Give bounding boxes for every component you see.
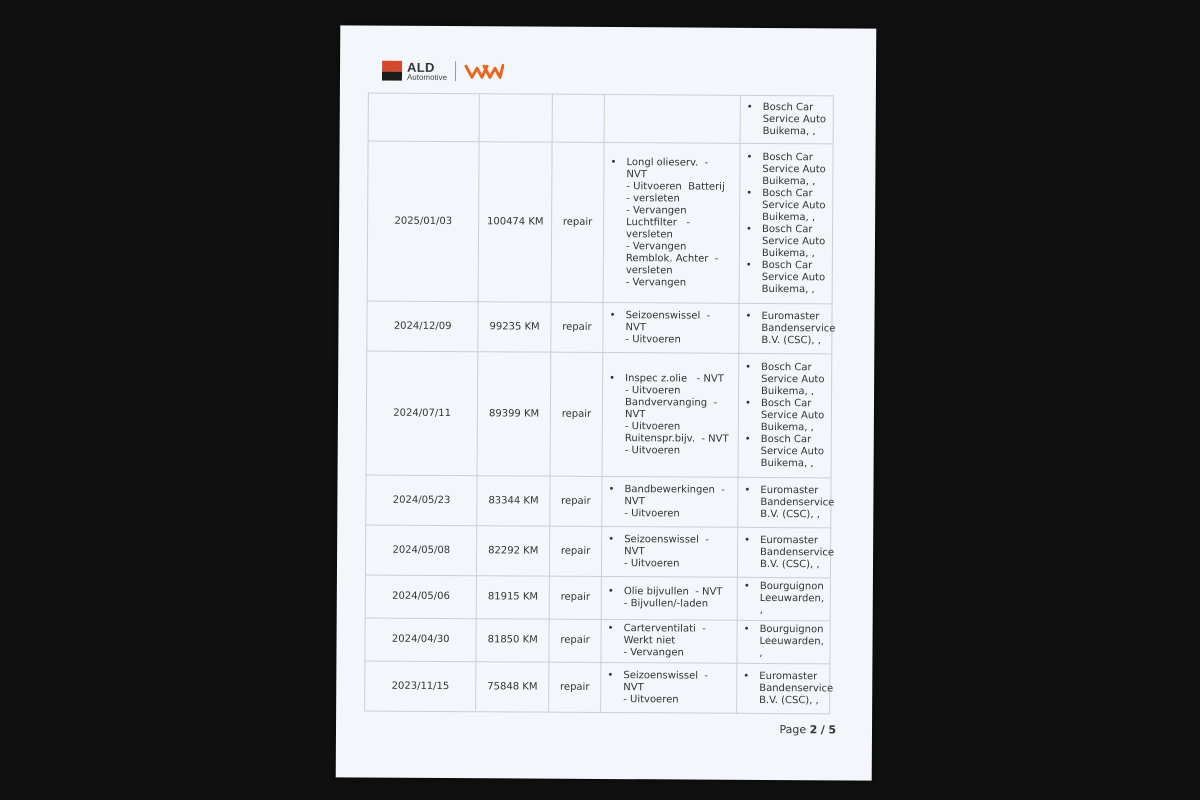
work-line: NVT: [624, 545, 645, 557]
odometer-reading: 81850 KM: [476, 619, 549, 662]
service-type: repair: [550, 476, 602, 526]
table-row: [365, 618, 830, 664]
page-separator: /: [820, 723, 825, 737]
table-row: [367, 141, 833, 304]
ald-logo-mark: [382, 61, 402, 81]
work-line: NVT: [623, 681, 644, 693]
work-line-text: Carterventilati -: [623, 623, 706, 635]
provider-entry: • Euromaster Bandenservice B.V. (CSC), ,: [742, 484, 826, 521]
service-provider: [737, 577, 830, 621]
work-line-text: Seizoenswissel -: [624, 533, 709, 546]
service-date: 2024/05/08: [365, 525, 477, 576]
table-row: [367, 301, 832, 354]
work-line-text: Seizoenswissel -: [625, 309, 711, 322]
work-line: [606, 534, 733, 547]
bullet-icon: •: [608, 483, 615, 495]
work-line: Bandvervanging -: [625, 396, 718, 409]
work-line: Luchtfilter -: [626, 216, 691, 229]
work-line: - Vervangen: [623, 647, 684, 659]
table-row: [366, 475, 831, 528]
work-line: - Uitvoeren: [625, 333, 681, 345]
work-line: - Uitvoeren: [624, 420, 681, 432]
work-line: - Vervangen: [625, 240, 687, 252]
provider-entry: • Bosch Car Service Auto Buikema, ,: [743, 397, 827, 434]
provider-entry: • Bourguignon Leeuwarden, ,: [742, 581, 826, 618]
provider-entry: • Euromaster Bandenservice B.V. (CSC), ,: [741, 670, 825, 707]
work-description: [603, 302, 739, 353]
service-type: repair: [550, 352, 603, 476]
bullet-icon: •: [607, 623, 614, 635]
work-line: [608, 310, 735, 323]
bullet-icon: •: [610, 156, 617, 168]
ald-brand: ALD: [407, 59, 435, 75]
service-type: [552, 94, 604, 142]
provider-entry: • Bosch Car Service Auto Buikema, ,: [745, 101, 829, 138]
ald-logo-text: [407, 60, 447, 81]
table-row: [365, 525, 830, 578]
page-label: Page: [779, 723, 807, 737]
service-provider: [737, 663, 834, 714]
service-date: 2024/05/06: [365, 575, 477, 619]
bullet-icon: •: [608, 533, 615, 545]
bullet-icon: •: [607, 586, 614, 598]
table-row: [366, 351, 832, 478]
odometer-reading: 100474 KM: [479, 142, 553, 302]
work-line: [606, 586, 733, 599]
service-type: repair: [549, 619, 601, 662]
work-line-text: Olie bijvullen - NVT: [623, 586, 723, 598]
provider-entry: • Bosch Car Service Auto Buikema, ,: [744, 151, 828, 188]
bullet-icon: •: [609, 372, 616, 384]
work-line: [607, 373, 734, 386]
table-row: [368, 93, 833, 144]
work-line: NVT: [624, 408, 646, 420]
service-provider: [738, 353, 832, 478]
provider-entry: • Bosch Car Service Auto Buikema, ,: [743, 361, 827, 398]
service-type: repair: [551, 302, 603, 352]
work-line: [606, 484, 733, 497]
work-description: [604, 94, 740, 143]
header-logos: [382, 60, 504, 83]
work-description: [601, 619, 737, 663]
work-line: - Uitvoeren: [624, 507, 680, 519]
work-line: NVT: [625, 321, 646, 333]
work-line: Ruitenspr.bijv. - NVT: [624, 432, 729, 445]
work-line: - versleten: [626, 192, 680, 204]
table-row: [365, 575, 830, 621]
service-date: 2024/07/11: [366, 351, 478, 476]
service-type: repair: [549, 576, 601, 619]
provider-entry: • Bosch Car Service Auto Buikema, ,: [744, 223, 828, 260]
work-line: NVT: [624, 495, 645, 507]
service-date: 2025/01/03: [367, 141, 479, 302]
work-description: [602, 352, 739, 477]
odometer-reading: 83344 KM: [477, 476, 550, 526]
service-type: repair: [549, 662, 601, 712]
work-line: - Uitvoeren: [623, 693, 679, 705]
work-line: versleten: [626, 228, 673, 240]
service-date: 2023/11/15: [365, 661, 477, 712]
odometer-reading: [479, 94, 552, 142]
work-description: [601, 526, 737, 577]
work-description: [601, 576, 737, 620]
leaseplan-logo-icon: [464, 60, 504, 82]
provider-entry: • Euromaster Bandenservice B.V. (CSC), ,: [743, 310, 827, 347]
work-line: - Uitvoeren: [625, 384, 681, 396]
work-line: - Bijvullen/-laden: [623, 598, 709, 610]
provider-entry: • Euromaster Bandenservice B.V. (CSC), ,: [742, 534, 826, 571]
bullet-icon: •: [607, 669, 614, 681]
work-line: - Uitvoeren: [624, 444, 681, 456]
work-line-text: Longl olieserv. -: [626, 156, 709, 169]
service-provider: [738, 477, 835, 528]
work-description: [603, 142, 740, 303]
service-date: 2024/05/23: [366, 475, 478, 526]
provider-entry: • Bourguignon Leeuwarden, ,: [741, 624, 825, 661]
service-date: 2024/12/09: [367, 301, 479, 352]
service-date: [368, 93, 480, 142]
work-line: [606, 623, 733, 636]
document-page: [336, 25, 877, 780]
service-type: repair: [551, 142, 604, 302]
work-description: [601, 662, 737, 713]
work-line-text: Bandbewerkingen -: [624, 483, 725, 496]
service-provider: [737, 620, 830, 664]
odometer-reading: 82292 KM: [477, 526, 550, 576]
ald-sub: Automotive: [406, 72, 448, 82]
work-line: - Uitvoeren: [624, 557, 680, 569]
work-line: Werkt niet: [623, 635, 676, 647]
service-provider: [739, 143, 833, 304]
work-line: - Vervangen: [626, 204, 687, 216]
bullet-icon: •: [609, 309, 616, 321]
provider-entry: • Bosch Car Service Auto Buikema, ,: [743, 433, 827, 470]
work-line-text: Inspec z.olie - NVT: [625, 372, 724, 385]
provider-entry: • Bosch Car Service Auto Buikema, ,: [744, 259, 828, 296]
service-provider: [737, 527, 835, 578]
table-row: [365, 661, 830, 714]
work-line: versleten: [625, 264, 673, 276]
odometer-reading: 99235 KM: [478, 302, 551, 352]
work-description: [602, 476, 738, 527]
page-number: [779, 723, 836, 736]
service-provider: [740, 95, 833, 144]
work-line: NVT: [626, 168, 647, 180]
odometer-reading: 89399 KM: [477, 352, 550, 476]
maintenance-history-table: [364, 93, 834, 715]
work-line: - Uitvoeren Batterij: [626, 180, 725, 193]
work-line: [608, 157, 735, 170]
work-line: [605, 670, 732, 683]
work-line: - Vervangen: [625, 276, 687, 288]
odometer-reading: 75848 KM: [476, 662, 549, 712]
page-total: 5: [828, 723, 837, 737]
page-current: 2: [809, 723, 818, 737]
logo-divider: [455, 61, 456, 81]
work-line: Remblok. Achter -: [625, 252, 719, 265]
service-provider: [739, 303, 836, 354]
service-date: 2024/04/30: [365, 618, 477, 662]
work-line-text: Seizoenswissel -: [623, 669, 709, 682]
service-type: repair: [549, 526, 601, 576]
provider-entry: • Bosch Car Service Auto Buikema, ,: [744, 187, 828, 224]
odometer-reading: 81915 KM: [477, 576, 550, 619]
